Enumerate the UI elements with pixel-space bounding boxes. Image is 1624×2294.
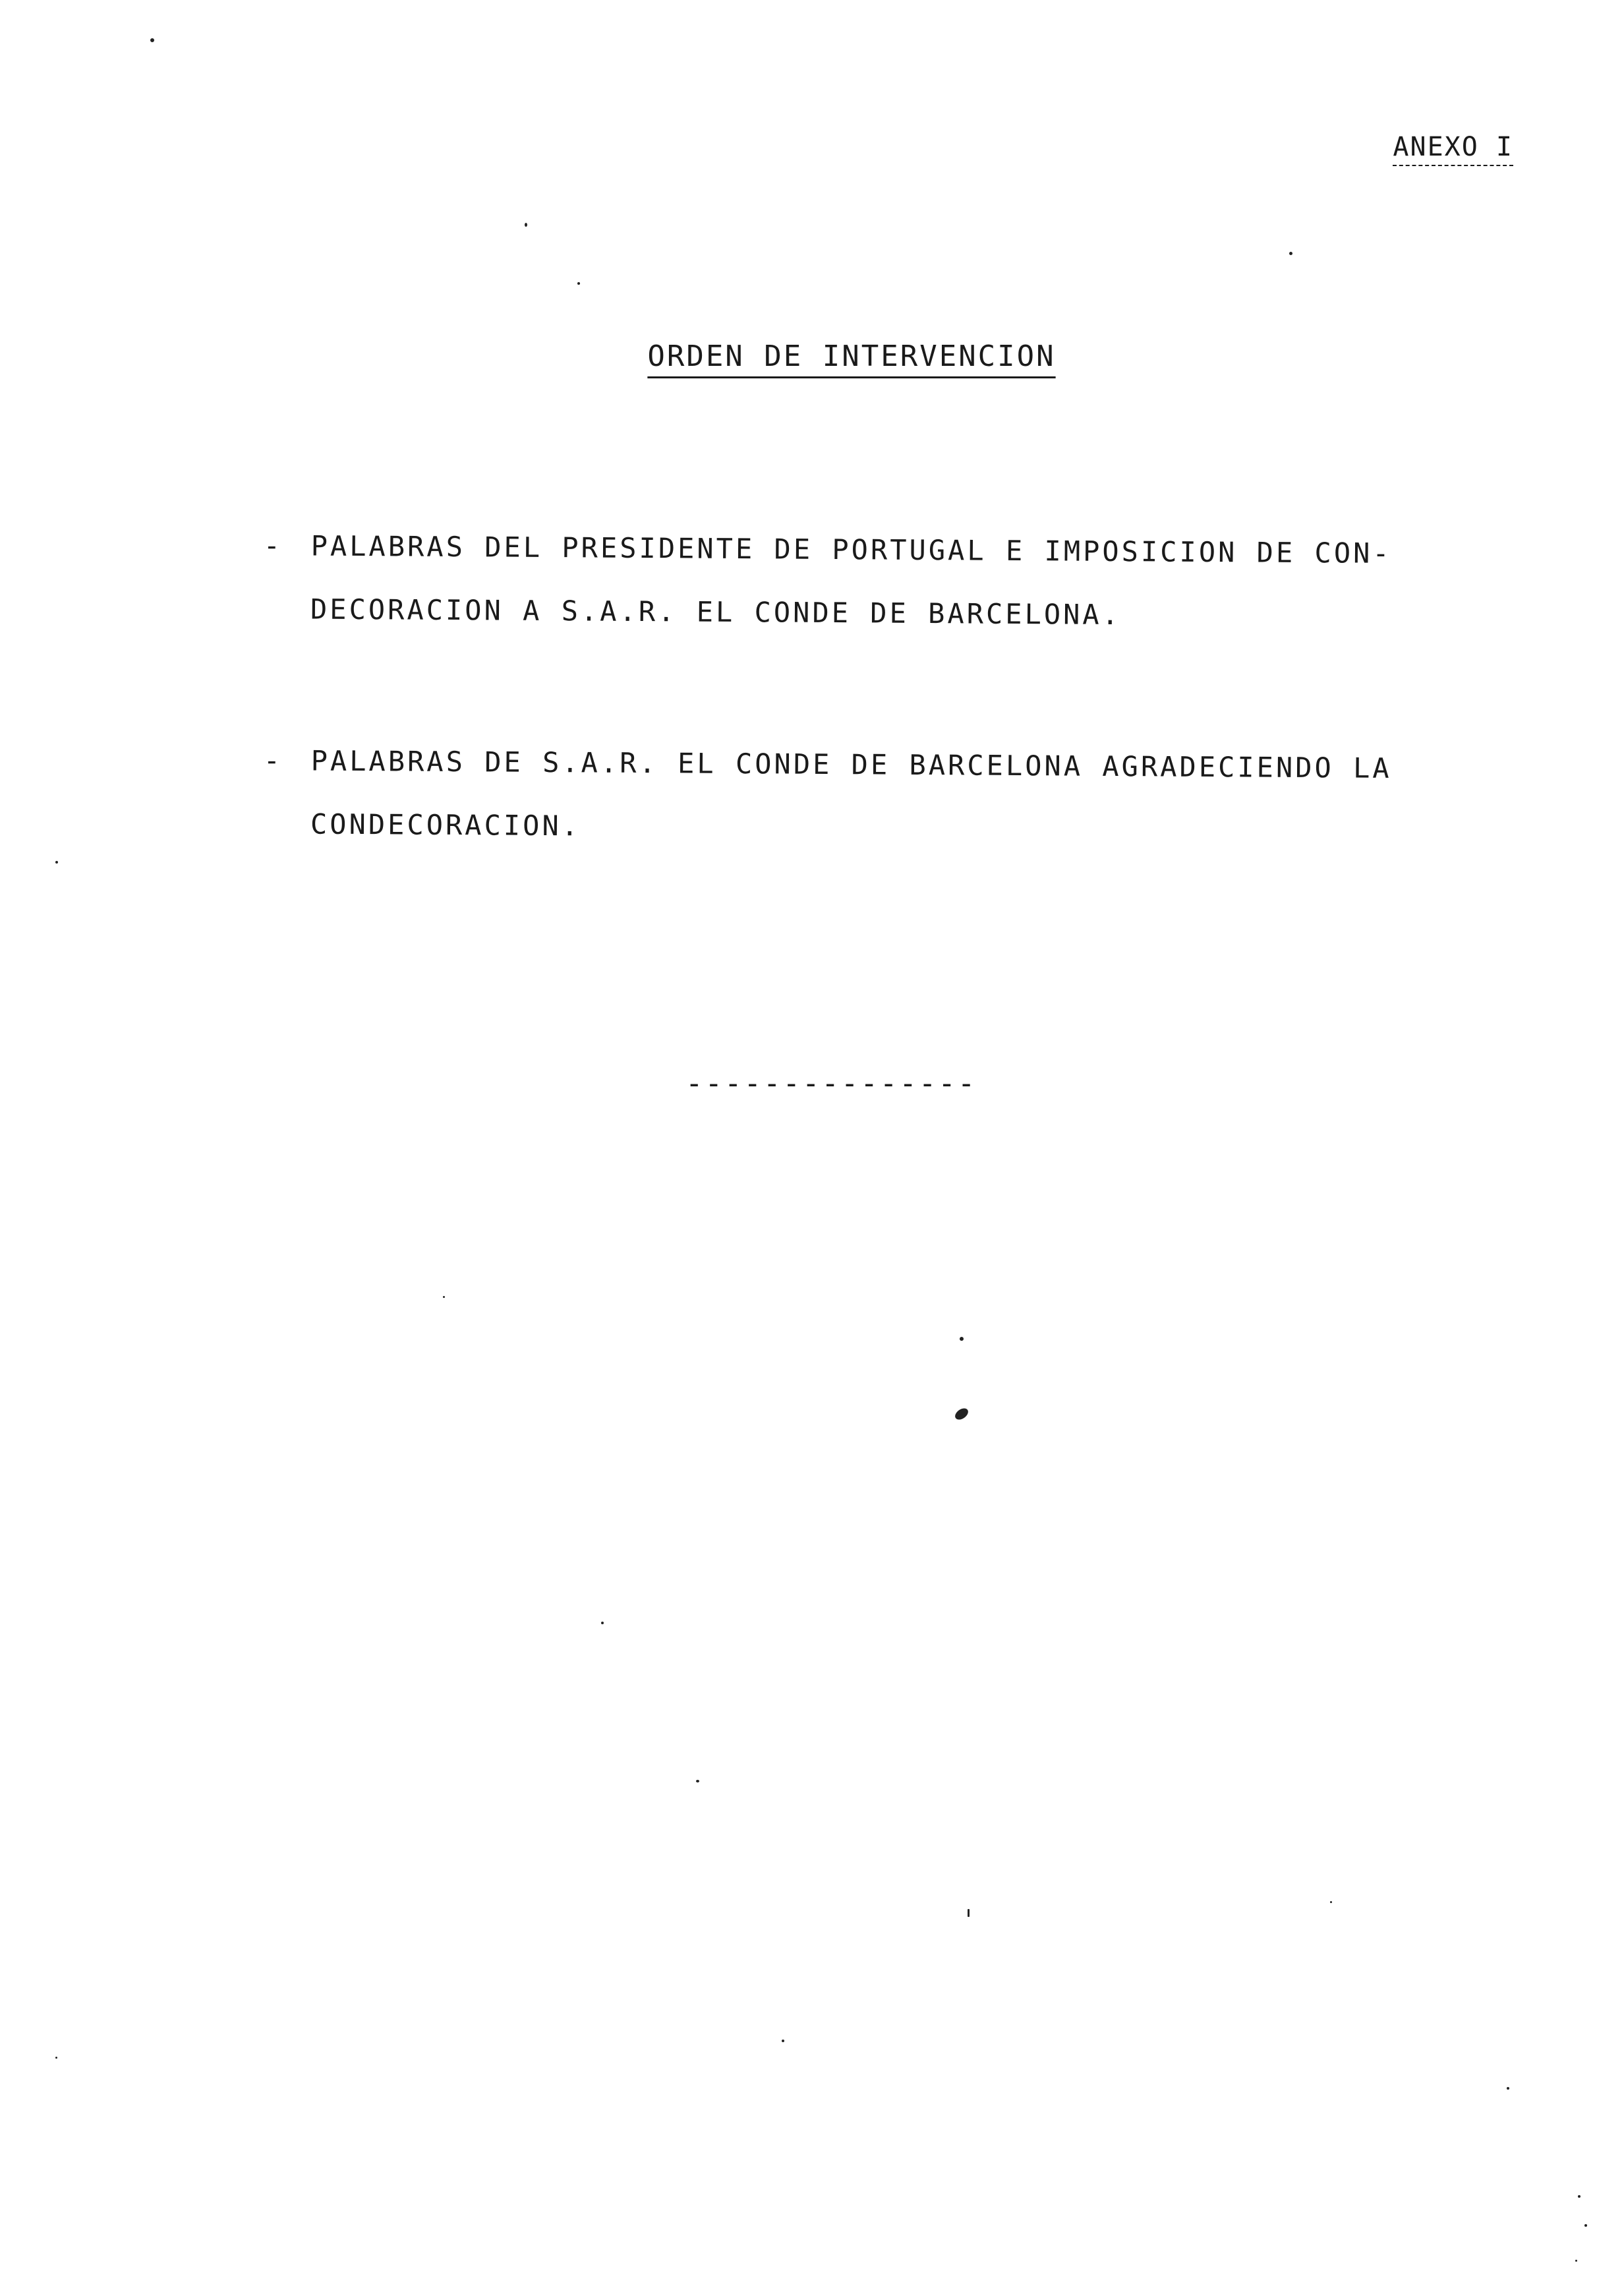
scan-speck <box>953 1406 970 1422</box>
scan-speck <box>55 2057 57 2059</box>
list-item-bullet: - <box>263 744 283 777</box>
page-title-text: ORDEN DE INTERVENCION <box>647 339 1056 373</box>
scan-speck <box>55 861 58 864</box>
scan-speck <box>150 38 154 42</box>
scan-speck <box>1584 2224 1587 2227</box>
scan-speck <box>968 1909 970 1917</box>
end-separator: --------------- <box>685 1067 977 1100</box>
annex-label: ANEXO I <box>1393 132 1513 162</box>
intervention-list <box>264 514 1450 944</box>
scan-speck <box>1507 2087 1509 2090</box>
scan-speck <box>601 1622 604 1624</box>
list-item <box>263 729 1450 864</box>
scan-speck <box>577 282 580 285</box>
list-item-bullet: - <box>263 529 283 562</box>
list-item-text: PALABRAS DEL PRESIDENTE DE PORTUGAL E IMPOSICION DE CON-DECORACION A S.A.R. EL CONDE DE BARCELONA. <box>310 529 1392 632</box>
list-item-text: PALABRAS DE S.A.R. EL CONDE DE BARCELONA AGRADECIENDO LA CONDECORACION. <box>310 744 1392 842</box>
scan-speck <box>525 223 527 227</box>
scan-speck <box>696 1780 699 1782</box>
scan-speck <box>1289 252 1292 255</box>
scan-speck <box>782 2040 784 2042</box>
page-title <box>0 339 1624 373</box>
scan-speck <box>1575 2260 1577 2262</box>
list-item <box>263 514 1450 649</box>
scan-speck <box>1578 2195 1580 2198</box>
scan-speck <box>1330 1901 1332 1903</box>
scan-speck <box>960 1337 964 1341</box>
scan-speck <box>443 1296 445 1298</box>
